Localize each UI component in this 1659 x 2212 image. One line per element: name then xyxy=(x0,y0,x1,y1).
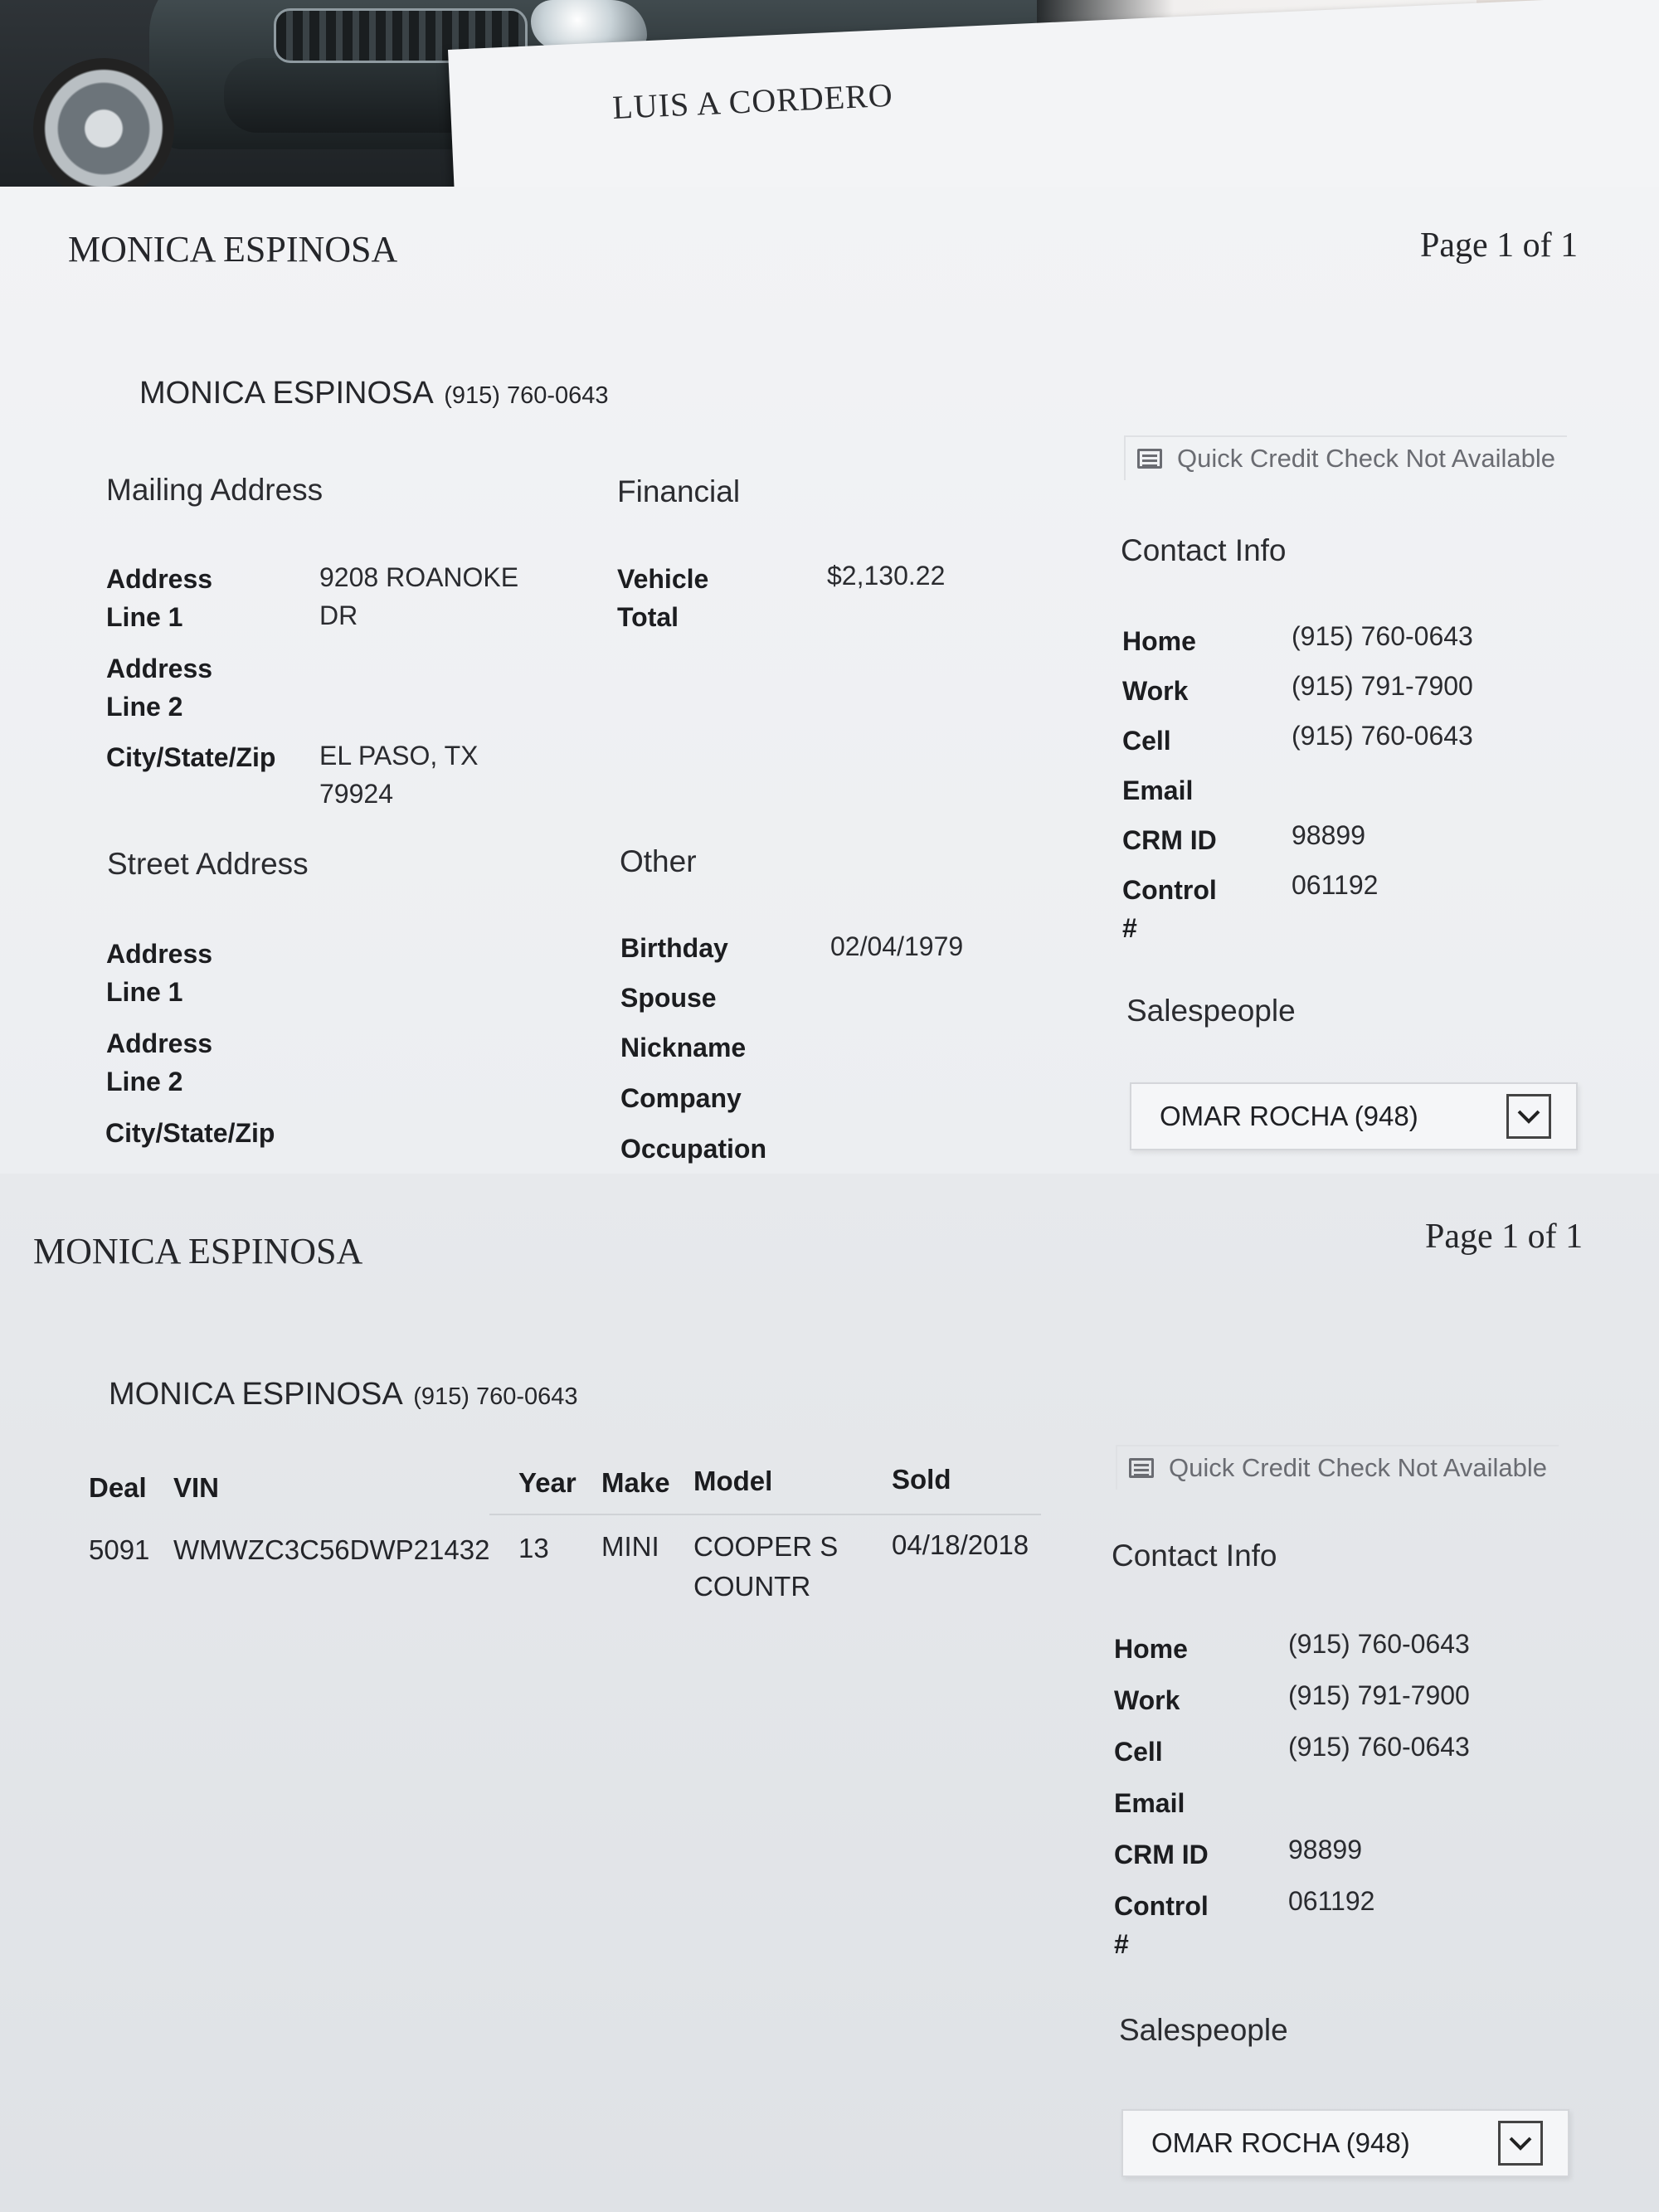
work-label: Work xyxy=(1122,676,1189,706)
label-part: # xyxy=(1122,913,1137,943)
contact-row-cell xyxy=(1122,722,1554,771)
deals-table xyxy=(0,1447,1078,1696)
label-part: # xyxy=(1114,1929,1129,1959)
quick-credit-check-notice xyxy=(1116,1445,1559,1490)
crm-id-value: 98899 xyxy=(1288,1835,1362,1864)
salesperson-selected-value: OMAR ROCHA (948) xyxy=(1151,2127,1410,2158)
quick-credit-check-text: Quick Credit Check Not Available xyxy=(1177,444,1556,473)
column-header-year: Year xyxy=(518,1467,577,1498)
vehicle-total-value: $2,130.22 xyxy=(827,561,946,591)
model-value xyxy=(693,1527,838,1607)
contact-row-cell xyxy=(1114,1733,1545,1782)
crm-id-value: 98899 xyxy=(1292,820,1365,850)
chevron-down-icon[interactable] xyxy=(1498,2121,1543,2166)
work-value: (915) 791-7900 xyxy=(1292,671,1473,701)
label-part: Line 1 xyxy=(106,602,183,632)
label-part: Address xyxy=(106,654,213,683)
label-part: Total xyxy=(617,602,679,632)
column-header-make: Make xyxy=(601,1467,670,1498)
contact-row-control xyxy=(1114,1887,1545,1978)
value-part: 9208 ROANOKE xyxy=(319,562,519,592)
work-label: Work xyxy=(1114,1685,1180,1715)
salesperson-select[interactable] xyxy=(1121,2109,1569,2177)
other-title: Other xyxy=(620,844,697,878)
financial-title: Financial xyxy=(617,474,741,508)
customer-name: MONICA ESPINOSA xyxy=(139,376,432,411)
sheet-header-name: MONICA ESPINOSA xyxy=(33,1231,363,1271)
cell-label: Cell xyxy=(1122,726,1171,756)
value-part: 79924 xyxy=(319,779,393,809)
customer-phone: (915) 760-0643 xyxy=(444,382,609,409)
contact-row-email xyxy=(1114,1784,1545,1834)
label-part: Address xyxy=(106,939,213,969)
value-part: DR xyxy=(319,600,358,630)
customer-heading xyxy=(109,1377,578,1412)
cell-value: (915) 760-0643 xyxy=(1292,721,1473,751)
salespeople-title: Salespeople xyxy=(1119,2013,1288,2047)
work-value: (915) 791-7900 xyxy=(1288,1680,1470,1710)
contact-row-control xyxy=(1122,871,1554,962)
customer-name: MONICA ESPINOSA xyxy=(109,1377,401,1412)
control-value: 061192 xyxy=(1292,870,1379,900)
salesperson-select[interactable] xyxy=(1130,1082,1578,1150)
salespeople-title: Salespeople xyxy=(1126,994,1296,1028)
label-part: Vehicle xyxy=(617,564,709,594)
contact-row-crm-id xyxy=(1122,821,1554,871)
home-label: Home xyxy=(1122,626,1196,656)
mailing-address-line2-label xyxy=(106,649,212,726)
contact-row-home xyxy=(1114,1630,1545,1680)
customer-heading xyxy=(139,376,609,411)
vin-value: WMWZC3C56DWP21432 xyxy=(173,1534,490,1565)
column-header-model: Model xyxy=(693,1466,773,1496)
occupation-label: Occupation xyxy=(620,1134,767,1164)
contact-row-work xyxy=(1114,1681,1545,1731)
birthday-label: Birthday xyxy=(620,933,728,963)
email-label: Email xyxy=(1122,775,1194,805)
column-header-deal: Deal xyxy=(89,1472,147,1503)
make-value: MINI xyxy=(601,1531,659,1562)
credit-card-icon xyxy=(1129,1458,1154,1478)
street-address-title: Street Address xyxy=(107,847,309,881)
crm-id-label: CRM ID xyxy=(1114,1840,1209,1869)
contact-info-list xyxy=(1122,622,1587,970)
customer-phone: (915) 760-0643 xyxy=(413,1383,578,1410)
mailing-address-line1-value xyxy=(319,558,518,634)
quick-credit-check-text: Quick Credit Check Not Available xyxy=(1169,1453,1548,1482)
contact-info-title: Contact Info xyxy=(1121,533,1287,567)
salesperson-selected-value: OMAR ROCHA (948) xyxy=(1160,1101,1418,1131)
label-part: Line 2 xyxy=(106,692,183,722)
label-part: Line 1 xyxy=(106,977,183,1007)
street-address-line2-label xyxy=(106,1024,212,1101)
birthday-value: 02/04/1979 xyxy=(830,931,964,961)
email-label: Email xyxy=(1114,1788,1185,1818)
mailing-address-line1-label xyxy=(106,560,212,636)
contact-row-work xyxy=(1122,672,1554,722)
label-part: Address xyxy=(106,1028,213,1058)
street-address-line1-label xyxy=(106,935,212,1011)
sold-date: 04/18/2018 xyxy=(892,1529,1029,1560)
chevron-down-icon[interactable] xyxy=(1506,1094,1551,1139)
company-label: Company xyxy=(620,1083,742,1113)
cell-value: (915) 760-0643 xyxy=(1288,1732,1470,1762)
deal-number: 5091 xyxy=(89,1534,150,1565)
table-header-divider xyxy=(489,1514,1041,1515)
contact-info-list xyxy=(1114,1630,1579,1995)
mailing-city-state-zip-label: City/State/Zip xyxy=(106,742,276,772)
car-wheel-shape xyxy=(33,58,174,199)
control-label xyxy=(1114,1887,1209,1963)
label-part: Control xyxy=(1114,1891,1209,1921)
label-part: Control xyxy=(1122,875,1217,905)
contact-row-crm-id xyxy=(1114,1835,1545,1885)
value-part: COUNTR xyxy=(693,1571,811,1602)
page-indicator: Page 1 of 1 xyxy=(1420,226,1579,265)
home-value: (915) 760-0643 xyxy=(1292,621,1473,651)
value-part: COOPER S xyxy=(693,1531,839,1562)
street-city-state-zip-label: City/State/Zip xyxy=(105,1118,275,1148)
column-header-vin: VIN xyxy=(173,1472,220,1503)
year-value: 13 xyxy=(518,1533,549,1563)
control-label xyxy=(1122,871,1217,947)
quick-credit-check-notice xyxy=(1124,435,1567,480)
spouse-label: Spouse xyxy=(620,983,717,1013)
control-value: 061192 xyxy=(1288,1886,1375,1916)
sheet-header-name: MONICA ESPINOSA xyxy=(68,229,398,270)
credit-card-icon xyxy=(1137,449,1162,469)
nickname-label: Nickname xyxy=(620,1033,747,1062)
home-label: Home xyxy=(1114,1634,1188,1664)
back-sheet-customer-name: LUIS A CORDERO xyxy=(611,75,894,127)
value-part: EL PASO, TX xyxy=(319,741,479,771)
customer-info-sheet xyxy=(0,187,1659,1174)
cell-label: Cell xyxy=(1114,1737,1163,1767)
mailing-city-state-zip-value xyxy=(319,737,478,813)
column-header-sold: Sold xyxy=(892,1464,951,1495)
contact-info-title: Contact Info xyxy=(1112,1539,1277,1573)
label-part: Line 2 xyxy=(106,1067,183,1096)
deals-sheet xyxy=(0,1174,1659,2212)
page-indicator: Page 1 of 1 xyxy=(1425,1218,1584,1256)
label-part: Address xyxy=(106,564,213,594)
crm-id-label: CRM ID xyxy=(1122,825,1217,855)
contact-row-home xyxy=(1122,622,1554,672)
home-value: (915) 760-0643 xyxy=(1288,1629,1470,1659)
contact-row-email xyxy=(1122,771,1554,821)
vehicle-total-label xyxy=(617,560,708,636)
mailing-address-title: Mailing Address xyxy=(106,473,324,507)
